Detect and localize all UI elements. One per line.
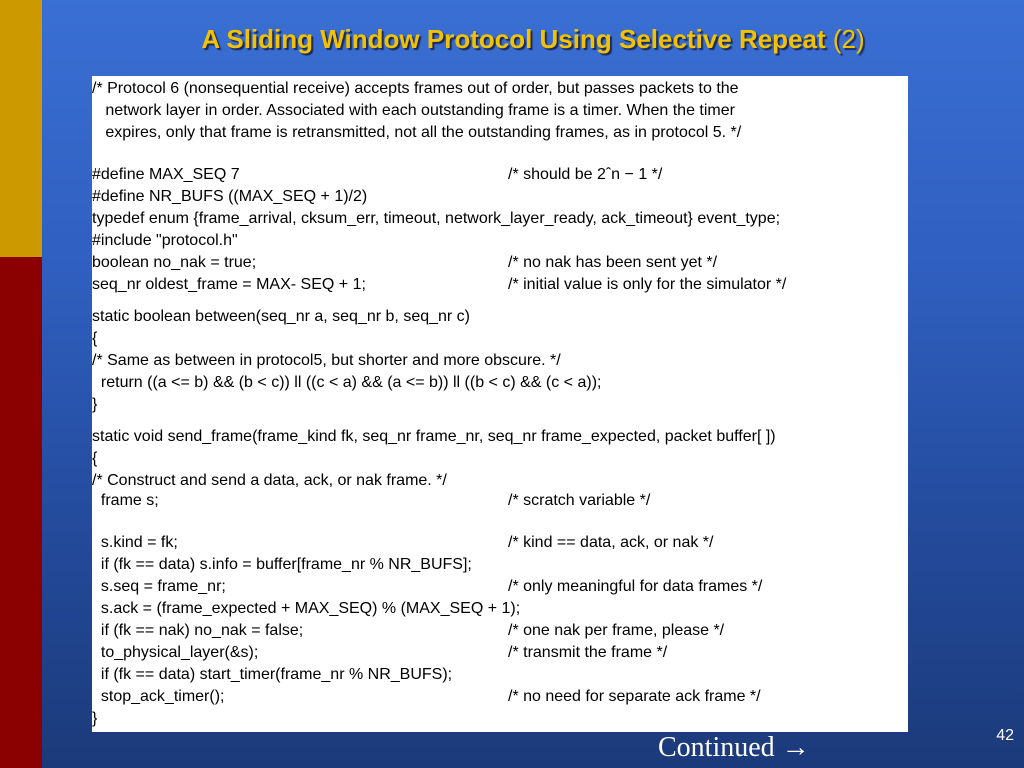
- code-line: [92, 274, 908, 296]
- code-line: [92, 164, 908, 186]
- code-line: [92, 78, 908, 100]
- code-comment: /* no nak has been sent yet */: [508, 254, 718, 271]
- code-line: [92, 664, 908, 686]
- slide-title: [42, 24, 1024, 55]
- code-text: {: [92, 450, 98, 467]
- code-line: [92, 328, 908, 350]
- code-text: /* Construct and send a data, ack, or nak frame. */: [92, 472, 447, 489]
- code-text: #define NR_BUFS ((MAX_SEQ + 1)/2): [92, 188, 368, 205]
- code-line: [92, 426, 908, 448]
- code-line: [92, 306, 908, 328]
- code-line: [92, 230, 908, 252]
- code-comment: /* kind == data, ack, or nak */: [508, 534, 714, 551]
- code-text: /* Same as between in protocol5, but shorter and more obscure. */: [92, 352, 561, 369]
- code-text: }: [92, 710, 98, 727]
- code-text: return ((a <= b) && (b < c)) ll ((c < a) && (a <= b)) ll ((b < c) && (c < a));: [92, 374, 602, 391]
- code-text: if (fk == data) start_timer(frame_nr % NR_BUFS);: [92, 666, 453, 683]
- code-line: [92, 372, 908, 394]
- code-text: typedef enum {frame_arrival, cksum_err, timeout, network_layer_ready, ack_timeout} event_type;: [92, 210, 781, 227]
- code-line: [92, 470, 908, 492]
- code-line: [92, 350, 908, 372]
- code-text: stop_ack_timer();: [92, 688, 225, 705]
- code-text: to_physical_layer(&s);: [92, 644, 259, 661]
- page-number: 42: [996, 727, 1014, 744]
- code-text: if (fk == nak) no_nak = false;: [92, 622, 304, 639]
- code-text: /* Protocol 6 (nonsequential receive) accepts frames out of order, but passes packets to the: [92, 80, 739, 97]
- code-text: expires, only that frame is retransmitted, not all the outstanding frames, as in protocol 5. */: [92, 124, 742, 141]
- code-comment: /* one nak per frame, please */: [508, 622, 725, 639]
- code-line: [92, 642, 908, 664]
- slide-title-number: (2): [832, 24, 865, 54]
- code-line: [92, 598, 908, 620]
- code-comment: /* only meaningful for data frames */: [508, 578, 763, 595]
- code-text: if (fk == data) s.info = buffer[frame_nr % NR_BUFS];: [92, 556, 472, 573]
- slide-title-text: A Sliding Window Protocol Using Selective Repeat: [201, 24, 826, 54]
- code-text: s.seq = frame_nr;: [92, 578, 226, 595]
- code-line: [92, 554, 908, 576]
- code-line: [92, 208, 908, 230]
- code-text: static void send_frame(frame_kind fk, seq_nr frame_nr, seq_nr frame_expected, packet buffer[ ]): [92, 428, 776, 445]
- code-line: [92, 100, 908, 122]
- code-line: [92, 394, 908, 416]
- code-text: network layer in order. Associated with each outstanding frame is a timer. When the timer: [92, 102, 735, 119]
- code-line: [92, 576, 908, 598]
- code-text: {: [92, 330, 98, 347]
- code-text: }: [92, 396, 98, 413]
- code-text: s.ack = (frame_expected + MAX_SEQ) % (MAX_SEQ + 1);: [92, 600, 521, 617]
- code-comment: /* should be 2ˆn − 1 */: [508, 166, 663, 183]
- code-line: [92, 122, 908, 144]
- code-line: [92, 708, 908, 730]
- code-comment: /* initial value is only for the simulator */: [508, 276, 787, 293]
- code-text: frame s;: [92, 492, 159, 509]
- accent-band-top: [0, 0, 42, 257]
- code-comment: /* scratch variable */: [508, 492, 651, 509]
- code-line: [92, 186, 908, 208]
- code-line: [92, 532, 908, 554]
- code-line: [92, 686, 908, 708]
- code-text: static boolean between(seq_nr a, seq_nr b, seq_nr c): [92, 308, 471, 325]
- code-line: [92, 490, 908, 512]
- code-line: [92, 252, 908, 274]
- code-comment: /* no need for separate ack frame */: [508, 688, 761, 705]
- code-text: #include "protocol.h": [92, 232, 238, 249]
- code-text: boolean no_nak = true;: [92, 254, 257, 271]
- code-text: s.kind = fk;: [92, 534, 178, 551]
- code-line: [92, 620, 908, 642]
- code-line: [92, 448, 908, 470]
- accent-band-bottom: [0, 257, 42, 768]
- code-listing: [92, 76, 908, 732]
- continued-label: Continued →: [658, 732, 810, 763]
- code-text: #define MAX_SEQ 7: [92, 166, 240, 183]
- code-comment: /* transmit the frame */: [508, 644, 668, 661]
- code-text: seq_nr oldest_frame = MAX- SEQ + 1;: [92, 276, 366, 293]
